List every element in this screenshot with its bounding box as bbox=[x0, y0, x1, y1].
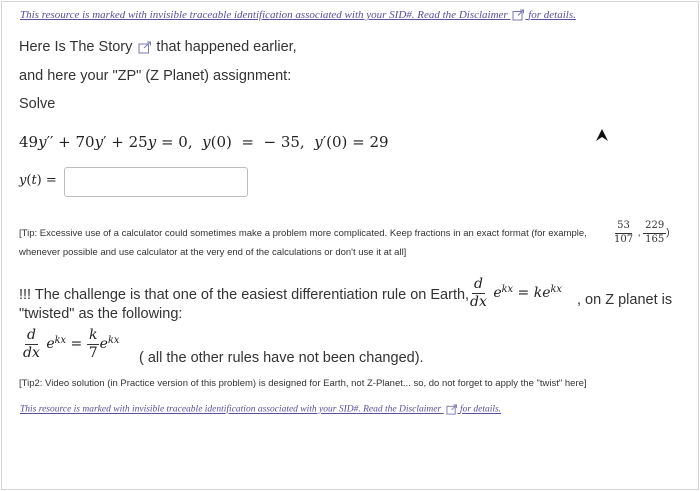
coef-1: 49 bbox=[19, 133, 39, 151]
external-link-icon[interactable] bbox=[512, 9, 525, 21]
differential-equation: 49y′′ + 70y′ + 25y = 0, y(0) = − 35, y′(0) = 29 bbox=[19, 133, 389, 151]
twist-denominator: 7 bbox=[88, 344, 98, 361]
notice-text[interactable]: This resource is marked with invisible traceable identification associated with your SID#. Read the Disclaimer bbox=[20, 404, 442, 415]
solve-label: Solve bbox=[19, 96, 56, 112]
fraction-2-numerator: 229 bbox=[643, 221, 666, 234]
notice-bottom[interactable] bbox=[20, 404, 501, 415]
tip-1-fractions: $\frac{53}{107}$ , $\frac{229}{165}$ ) bbox=[614, 220, 670, 245]
challenge-text-c: "twisted" as the following: bbox=[19, 306, 183, 322]
coef-2: 70 bbox=[75, 133, 95, 151]
assignment-line: and here your "ZP" (Z Planet) assignment: bbox=[19, 68, 292, 84]
notice-details-link[interactable]: for details. bbox=[459, 404, 502, 415]
fraction-1-numerator: 53 bbox=[615, 221, 632, 234]
initial-condition-1: − 35, bbox=[263, 133, 305, 151]
answer-label: y(t) = bbox=[19, 173, 57, 188]
fraction-2-denominator: 165 bbox=[645, 233, 665, 245]
challenge-text-b: , on Z planet is bbox=[577, 292, 673, 308]
external-link-icon[interactable] bbox=[446, 404, 458, 415]
story-text[interactable]: Here Is The Story bbox=[19, 39, 133, 55]
fraction-1-denominator: 107 bbox=[614, 233, 634, 245]
challenge-text-a: !!! The challenge is that one of the easiest differentiation rule on Earth, bbox=[19, 287, 470, 303]
earth-rule: $\frac{d}{dx}$ $e^{kx} = ke^{kx}$ bbox=[470, 276, 562, 310]
notice-top[interactable] bbox=[20, 9, 576, 21]
tip-1-line-2: whenever possible and use calculator at the very end of the calculations or don't use it at all] bbox=[19, 247, 407, 258]
tip-1-line-1: [Tip: Excessive use of a calculator could sometimes make a problem more complicated. Keep fractions in an exact format (for example, bbox=[19, 228, 587, 239]
notice-details-link[interactable]: for details. bbox=[528, 9, 576, 21]
external-link-icon[interactable] bbox=[138, 41, 152, 54]
cursor-arrow-icon bbox=[594, 127, 610, 148]
story-line bbox=[19, 39, 297, 55]
initial-condition-2: 29 bbox=[369, 133, 389, 151]
z-planet-rule: $\frac{d}{dx}$ $e^{kx}$ = $\frac{k}{7}$ $e^{kx}$ bbox=[23, 327, 120, 361]
story-text-rest: that happened earlier, bbox=[156, 39, 297, 55]
answer-input[interactable] bbox=[64, 167, 248, 197]
notice-text[interactable]: This resource is marked with invisible traceable identification associated with your SID#. Read the Disclaimer bbox=[20, 9, 508, 21]
challenge-note: ( all the other rules have not been changed). bbox=[139, 350, 424, 366]
coef-3: 25 bbox=[128, 133, 148, 151]
tip-2: [Tip2: Video solution (in Practice version of this problem) is designed for Earth, not Z-Planet... so, do not forget to apply the "twist" here] bbox=[19, 378, 587, 389]
